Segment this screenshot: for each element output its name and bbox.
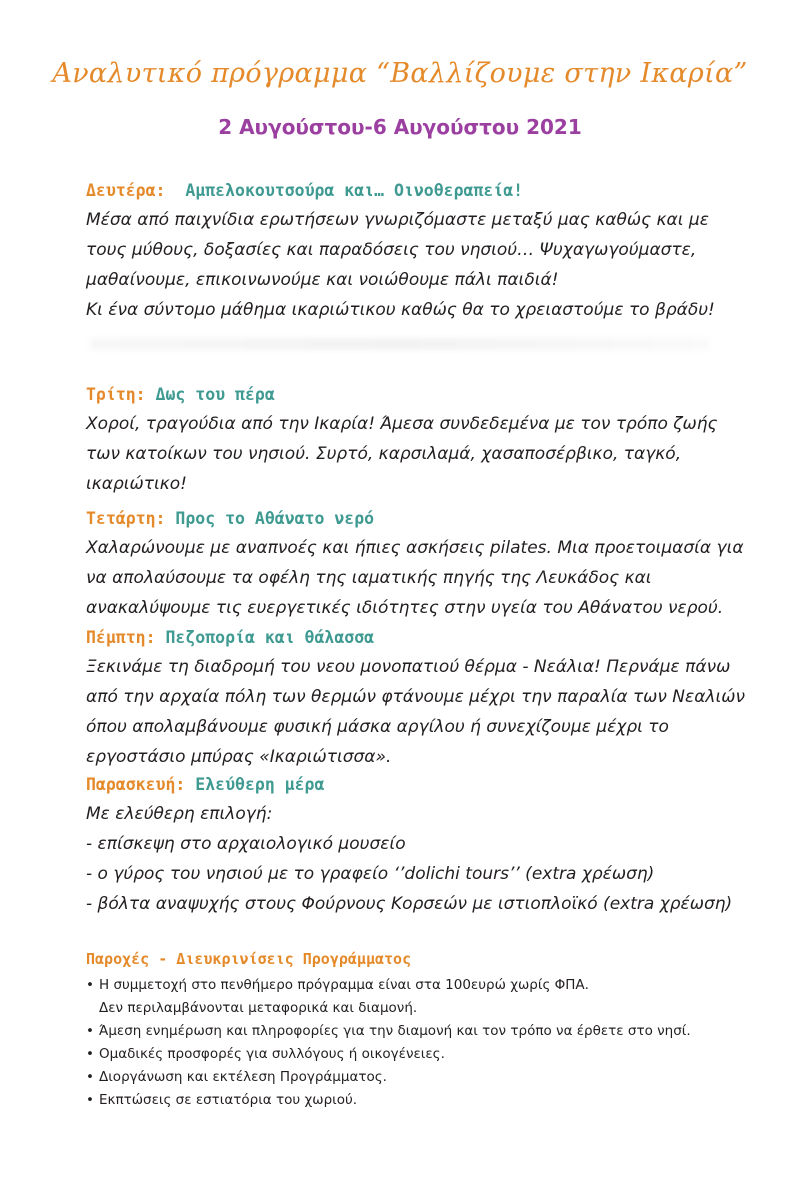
bullet-icon: •: [86, 1023, 94, 1039]
provisions-list: [86, 974, 766, 1112]
text-line: Κι ένα σύντομο μάθημα ικαριώτικου καθώς θα το χρειαστούμε το βράδυ!: [86, 300, 715, 320]
day-description: [86, 533, 766, 623]
text-line: από την αρχαία πόλη των θερμών φτάνουμε μέχρι την παραλία των Νεαλιών: [86, 687, 745, 707]
bullet-icon: •: [86, 1092, 94, 1108]
date-range: 2 Αυγούστου-6 Αυγούστου 2021: [218, 115, 582, 139]
day-title: Αμπελοκουτσούρα και… Οινοθεραπεία!: [185, 181, 524, 200]
day-thursday: [86, 627, 766, 772]
day-title: Πεζοπορία και θάλασσα: [165, 628, 375, 647]
list-item-text: Δεν περιλαμβάνονται μεταφορικά και διαμονή.: [99, 1000, 418, 1016]
page-title: Αναλυτικό πρόγραμμα “Βαλλίζουμε στην Ικαρία”: [52, 58, 748, 89]
list-item: [86, 1020, 766, 1043]
day-name: Τετάρτη:: [86, 509, 166, 528]
day-description: [86, 409, 766, 499]
list-item-text: Ομαδικές προσφορές για συλλόγους ή οικογένειες.: [99, 1046, 445, 1062]
bullet-icon: •: [86, 1046, 94, 1062]
day-name: Πέμπτη:: [86, 628, 156, 647]
text-line: Χοροί, τραγούδια από την Ικαρία! Άμεσα συνδεδεμένα με τον τρόπο ζωής: [86, 414, 718, 434]
day-tuesday: [86, 384, 766, 499]
bullet-icon: •: [86, 977, 94, 993]
text-line: ικαριώτικο!: [86, 474, 187, 494]
day-heading: [86, 180, 766, 202]
day-name: Παρασκευή:: [86, 775, 186, 794]
list-item: [86, 1043, 766, 1066]
list-item-text: Διοργάνωση και εκτέλεση Προγράμματος.: [99, 1069, 387, 1085]
list-item-text: Η συμμετοχή στο πενθήμερο πρόγραμμα είναι στα 100ευρώ χωρίς ΦΠΑ.: [99, 977, 589, 993]
day-description: [86, 799, 766, 919]
day-name: Τρίτη:: [86, 385, 146, 404]
day-title: Ελεύθερη μέρα: [195, 775, 325, 794]
text-line: - ο γύρος του νησιού με το γραφείο ‘’dolichi tours’’ (extra χρέωση): [86, 864, 655, 884]
text-line: ανακαλύψουμε τις ευεργετικές ιδιότητες στην υγεία του Αθάνατου νερού.: [86, 598, 724, 618]
text-line: των κατοίκων του νησιού. Συρτό, καρσιλαμά, χασαποσέρβικο, ταγκό,: [86, 444, 682, 464]
text-line: - βόλτα αναψυχής στους Φούρνους Κορσεών με ιστιοπλοϊκό (extra χρέωση): [86, 894, 733, 914]
day-heading: [86, 774, 766, 796]
list-item: [86, 974, 766, 997]
day-name: Δευτέρα:: [86, 181, 166, 200]
list-item-text: Εκπτώσεις σε εστιατόρια του χωριού.: [99, 1092, 358, 1108]
provisions-section: [86, 948, 766, 1112]
provisions-heading: Παροχές - Διευκρινίσεις Προγράμματος: [86, 950, 412, 968]
day-friday: [86, 774, 766, 919]
day-description: [86, 205, 766, 325]
list-item-continuation: [86, 997, 766, 1020]
list-item: [86, 1089, 766, 1112]
list-item-text: Άμεση ενημέρωση και πληροφορίες για την διαμονή και τον τρόπο να έρθετε στο νησί.: [99, 1023, 691, 1039]
text-line: να απολαύσουμε τα οφέλη της ιαματικής πηγής της Λευκάδος και: [86, 568, 652, 588]
faded-line: [90, 338, 710, 350]
day-description: [86, 652, 766, 772]
text-line: - επίσκεψη στο αρχαιολογικό μουσείο: [86, 834, 406, 854]
text-line: τους μύθους, δοξασίες και παραδόσεις του νησιού… Ψυχαγωγούμαστε,: [86, 240, 697, 260]
text-line: όπου απολαμβάνουμε φυσική μάσκα αργίλου ή συνεχίζουμε μέχρι το: [86, 717, 669, 737]
text-line: Μέσα από παιχνίδια ερωτήσεων γνωριζόμαστε μεταξύ μας καθώς και με: [86, 210, 709, 230]
bullet-icon: •: [86, 1069, 94, 1085]
text-line: Χαλαρώνουμε με αναπνοές και ήπιες ασκήσεις pilates. Μια προετοιμασία για: [86, 538, 744, 558]
day-heading: [86, 384, 766, 406]
day-heading: [86, 508, 766, 530]
day-title: Δως του πέρα: [155, 385, 275, 404]
day-monday: [86, 180, 766, 325]
text-line: Με ελεύθερη επιλογή:: [86, 804, 273, 824]
day-title: Προς το Αθάνατο νερό: [175, 509, 375, 528]
text-line: μαθαίνουμε, επικοινωνούμε και νοιώθουμε πάλι παιδιά!: [86, 270, 559, 290]
text-line: Ξεκινάμε τη διαδρομή του νεου μονοπατιού θέρμα - Νεάλια! Περνάμε πάνω: [86, 657, 731, 677]
list-item: [86, 1066, 766, 1089]
text-line: εργοστάσιο μπύρας «Ικαριώτισσα».: [86, 747, 392, 767]
day-heading: [86, 627, 766, 649]
day-wednesday: [86, 508, 766, 623]
